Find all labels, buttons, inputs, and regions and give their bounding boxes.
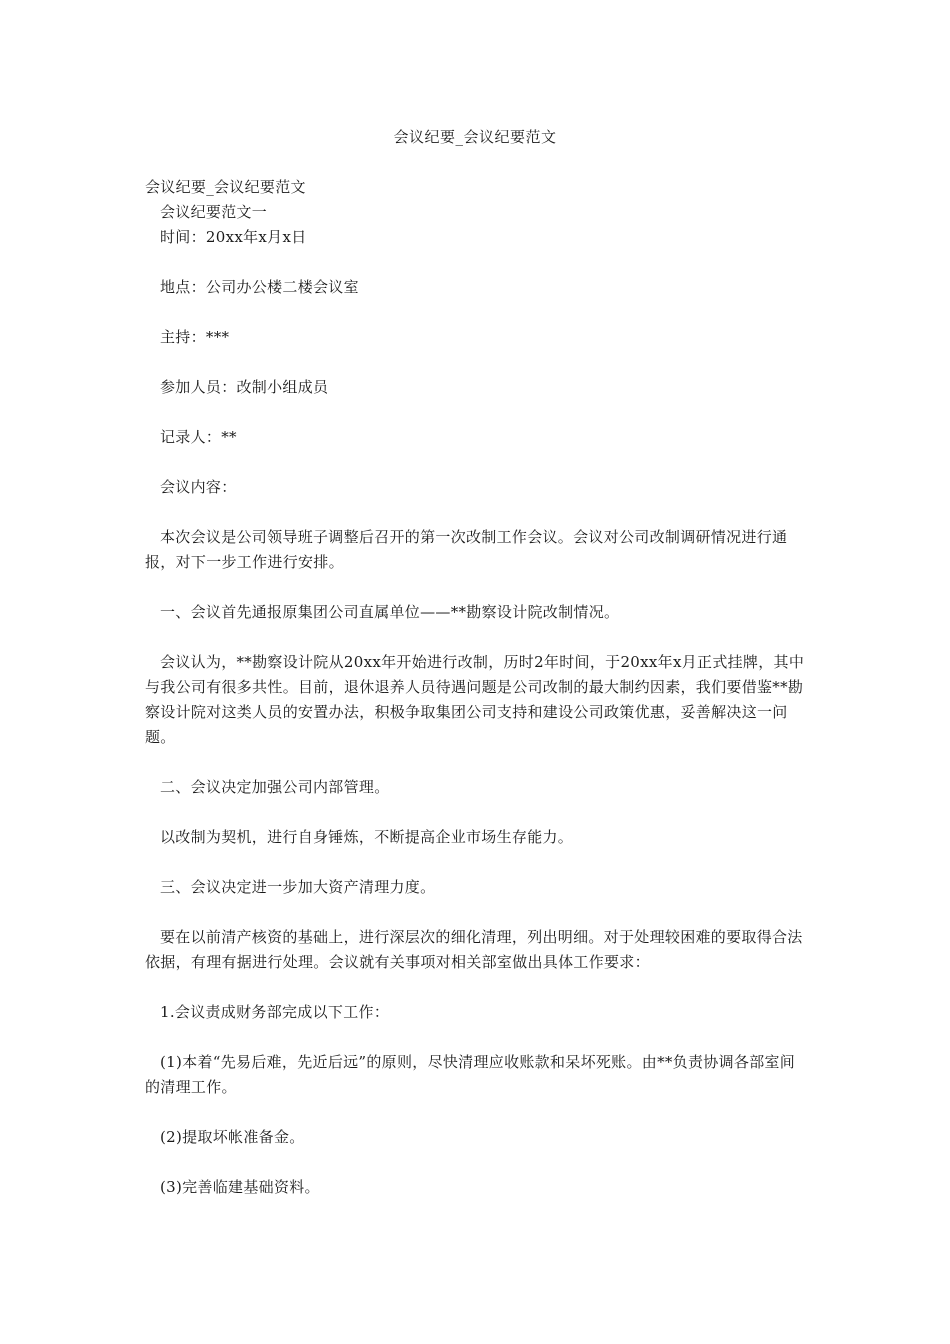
paragraph: 要在以前清产核资的基础上，进行深层次的细化清理，列出明细。对于处理较困难的要取得合法依据，有理有据进行处理。会议就有关事项对相关部室做出具体工作要求： bbox=[145, 928, 803, 971]
document-body bbox=[145, 175, 810, 1200]
item-heading-1: 一、会议首先通报原集团公司直属单位——**勘察设计院改制情况。 bbox=[160, 603, 620, 621]
section-heading: 会议纪要范文一 bbox=[160, 203, 268, 221]
meeting-location: 地点：公司办公楼二楼会议室 bbox=[160, 278, 359, 296]
meeting-recorder: 记录人：** bbox=[160, 428, 237, 446]
item-heading-3: 三、会议决定进一步加大资产清理力度。 bbox=[160, 878, 436, 896]
meeting-time: 时间：20xx年x月x日 bbox=[160, 228, 307, 246]
document-title: 会议纪要_会议纪要范文 bbox=[393, 128, 557, 146]
task-list-heading: 1.会议责成财务部完成以下工作： bbox=[160, 1003, 390, 1021]
meeting-host: 主持：*** bbox=[160, 328, 230, 346]
task-item-2: (2)提取坏帐准备金。 bbox=[160, 1128, 305, 1146]
paragraph: 会议认为，**勘察设计院从20xx年开始进行改制，历时2年时间，于20xx年x月正式挂牌，其中与我公司有很多共性。目前，退休退养人员待遇问题是公司改制的最大制约因素，我们要借鉴**勘察设计院对这类人员的安置办法，积极争取集团公司支持和建设公司政策优惠，妥善解决这一问题。 bbox=[145, 653, 805, 746]
paragraph: 以改制为契机，进行自身锤炼，不断提高企业市场生存能力。 bbox=[160, 828, 574, 846]
meeting-content-label: 会议内容： bbox=[160, 478, 237, 496]
paragraph: 本次会议是公司领导班子调整后召开的第一次改制工作会议。会议对公司改制调研情况进行通报，对下一步工作进行安排。 bbox=[145, 528, 788, 571]
document-subtitle: 会议纪要_会议纪要范文 bbox=[145, 178, 306, 196]
task-item-3: (3)完善临建基础资料。 bbox=[160, 1178, 320, 1196]
task-item-1: (1)本着“先易后难，先近后远”的原则，尽快清理应收账款和呆坏死账。由**负责协调各部室间的清理工作。 bbox=[145, 1053, 796, 1096]
item-heading-2: 二、会议决定加强公司内部管理。 bbox=[160, 778, 390, 796]
meeting-attendees: 参加人员：改制小组成员 bbox=[160, 378, 329, 396]
